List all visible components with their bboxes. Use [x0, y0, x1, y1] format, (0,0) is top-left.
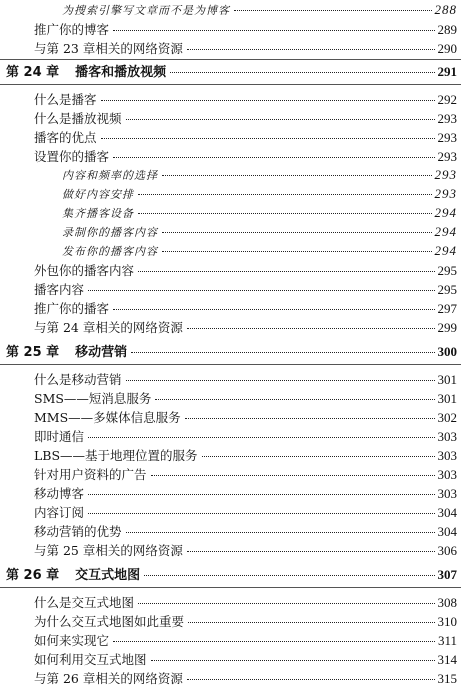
entry-title: 移动博客 — [34, 486, 85, 501]
page-number: 288 — [434, 2, 457, 17]
entry-title: 设置你的播客 — [34, 149, 110, 164]
page-number: 299 — [437, 320, 457, 335]
dot-leader — [138, 213, 432, 214]
chapter-rule — [0, 364, 461, 365]
entry-title: 什么是交互式地图 — [34, 595, 135, 610]
page-number: 291 — [437, 64, 457, 79]
toc-entry — [0, 633, 461, 649]
dot-leader — [101, 100, 435, 101]
toc-entry — [0, 410, 461, 426]
page-number: 301 — [437, 372, 457, 387]
toc-entry — [0, 391, 461, 407]
toc-entry — [0, 224, 461, 241]
toc-entry — [0, 543, 461, 559]
page-number: 303 — [437, 467, 457, 482]
entry-title: 什么是移动营销 — [34, 372, 122, 387]
entry-title: 与第 23 章相关的网络资源 — [34, 41, 183, 56]
chapter-heading — [0, 344, 461, 361]
toc-entry — [0, 205, 461, 222]
dot-leader — [234, 10, 432, 11]
chapter-number: 第 26 章 — [6, 568, 60, 583]
entry-title: 针对用户资料的广告 — [34, 467, 147, 482]
page-number: 294 — [434, 224, 457, 239]
dot-leader — [131, 352, 434, 353]
dot-leader — [202, 456, 435, 457]
toc-entry — [0, 652, 461, 668]
toc-entry — [0, 524, 461, 540]
dot-leader — [151, 660, 435, 661]
dot-leader — [126, 380, 435, 381]
toc-entry — [0, 429, 461, 445]
dot-leader — [188, 622, 434, 623]
toc-entry — [0, 671, 461, 687]
page-number: 290 — [437, 41, 457, 56]
page-number: 304 — [437, 505, 457, 520]
toc-entry — [0, 149, 461, 165]
page-number: 310 — [437, 614, 457, 629]
dot-leader — [88, 437, 434, 438]
page-number: 307 — [437, 567, 457, 582]
toc-entry — [0, 41, 461, 57]
entry-title: 与第 24 章相关的网络资源 — [34, 320, 183, 335]
entry-title: LBS——基于地理位置的服务 — [34, 448, 198, 463]
chapter-rule — [0, 587, 461, 588]
page-number: 292 — [437, 92, 457, 107]
toc-entry — [0, 301, 461, 317]
entry-title: 与第 25 章相关的网络资源 — [34, 543, 183, 558]
entry-title: 即时通信 — [34, 429, 85, 444]
dot-leader — [101, 138, 435, 139]
chapter-number: 第 24 章 — [6, 65, 60, 80]
entry-title: 播客和播放视频 — [75, 65, 167, 80]
page-number: 314 — [437, 652, 457, 667]
dot-leader — [162, 251, 432, 252]
dot-leader — [113, 309, 434, 310]
toc-entry — [0, 614, 461, 630]
dot-leader — [170, 72, 434, 73]
dot-leader — [126, 119, 435, 120]
page-number: 293 — [434, 186, 457, 201]
dot-leader — [185, 418, 435, 419]
page-number: 302 — [437, 410, 457, 425]
page-number: 295 — [437, 263, 457, 278]
entry-title: 为什么交互式地图如此重要 — [34, 614, 185, 629]
entry-title: 发布你的播客内容 — [62, 245, 158, 258]
page-number: 294 — [434, 243, 457, 258]
page-number: 293 — [434, 167, 457, 182]
toc-entry — [0, 595, 461, 611]
dot-leader — [113, 30, 434, 31]
entry-title: 什么是播放视频 — [34, 111, 122, 126]
toc-entry — [0, 505, 461, 521]
dot-leader — [113, 157, 434, 158]
entry-title: 为搜索引擎写文章而不是为博客 — [62, 4, 230, 17]
entry-title: 播客内容 — [34, 282, 85, 297]
dot-leader — [155, 399, 434, 400]
entry-title: 推广你的播客 — [34, 301, 110, 316]
page-number: 303 — [437, 448, 457, 463]
toc-entry — [0, 186, 461, 203]
dot-leader — [126, 532, 435, 533]
chapter-rule — [0, 84, 461, 85]
dot-leader — [138, 194, 432, 195]
page-number: 311 — [437, 633, 457, 648]
toc-entry — [0, 92, 461, 108]
chapter-number: 第 25 章 — [6, 345, 60, 360]
entry-title: MMS——多媒体信息服务 — [34, 410, 181, 425]
page-number: 294 — [434, 205, 457, 220]
entry-title: 内容订阅 — [34, 505, 85, 520]
entry-title: 外包你的播客内容 — [34, 263, 135, 278]
dot-leader — [113, 641, 435, 642]
dot-leader — [144, 575, 434, 576]
entry-title: 什么是播客 — [34, 92, 97, 107]
toc-entry — [0, 130, 461, 146]
page-number: 300 — [437, 344, 457, 359]
entry-title: 推广你的博客 — [34, 22, 110, 37]
dot-leader — [187, 328, 435, 329]
toc-entry — [0, 111, 461, 127]
chapter-heading — [0, 64, 461, 81]
entry-title: 如何来实现它 — [34, 633, 110, 648]
dot-leader — [162, 232, 432, 233]
dot-leader — [88, 290, 434, 291]
entry-title: 录制你的播客内容 — [62, 226, 158, 239]
toc-entry — [0, 282, 461, 298]
page-number: 308 — [437, 595, 457, 610]
toc-entry — [0, 167, 461, 184]
entry-title: SMS——短消息服务 — [34, 391, 152, 406]
page-number: 303 — [437, 486, 457, 501]
page-number: 306 — [437, 543, 457, 558]
dot-leader — [88, 513, 434, 514]
toc-entry — [0, 320, 461, 336]
dot-leader — [88, 494, 434, 495]
toc-entry — [0, 372, 461, 388]
toc-entry — [0, 486, 461, 502]
dot-leader — [162, 175, 432, 176]
dot-leader — [151, 475, 435, 476]
entry-title: 做好内容安排 — [62, 188, 134, 201]
page-number: 295 — [437, 282, 457, 297]
page-number: 293 — [437, 111, 457, 126]
entry-title: 与第 26 章相关的网络资源 — [34, 671, 183, 686]
page-number: 289 — [437, 22, 457, 37]
page-number: 304 — [437, 524, 457, 539]
entry-title: 移动营销的优势 — [34, 524, 122, 539]
dot-leader — [187, 679, 435, 680]
entry-title: 内容和频率的选择 — [62, 169, 158, 182]
page-number: 315 — [437, 671, 457, 686]
toc-entry — [0, 467, 461, 483]
dot-leader — [138, 271, 434, 272]
entry-title: 播客的优点 — [34, 130, 97, 145]
toc-entry — [0, 243, 461, 260]
toc-entry — [0, 22, 461, 38]
page-number: 301 — [437, 391, 457, 406]
page-number: 297 — [437, 301, 457, 316]
entry-title: 如何利用交互式地图 — [34, 652, 147, 667]
toc-entry — [0, 448, 461, 464]
page-number: 293 — [437, 149, 457, 164]
chapter-rule — [0, 59, 461, 60]
toc-entry — [0, 263, 461, 279]
dot-leader — [138, 603, 434, 604]
chapter-heading — [0, 567, 461, 584]
page-number: 293 — [437, 130, 457, 145]
page-number: 303 — [437, 429, 457, 444]
entry-title: 集齐播客设备 — [62, 207, 134, 220]
entry-title: 移动营销 — [75, 345, 128, 360]
dot-leader — [187, 551, 435, 552]
entry-title: 交互式地图 — [75, 568, 141, 583]
toc-entry — [0, 2, 461, 19]
dot-leader — [187, 49, 435, 50]
